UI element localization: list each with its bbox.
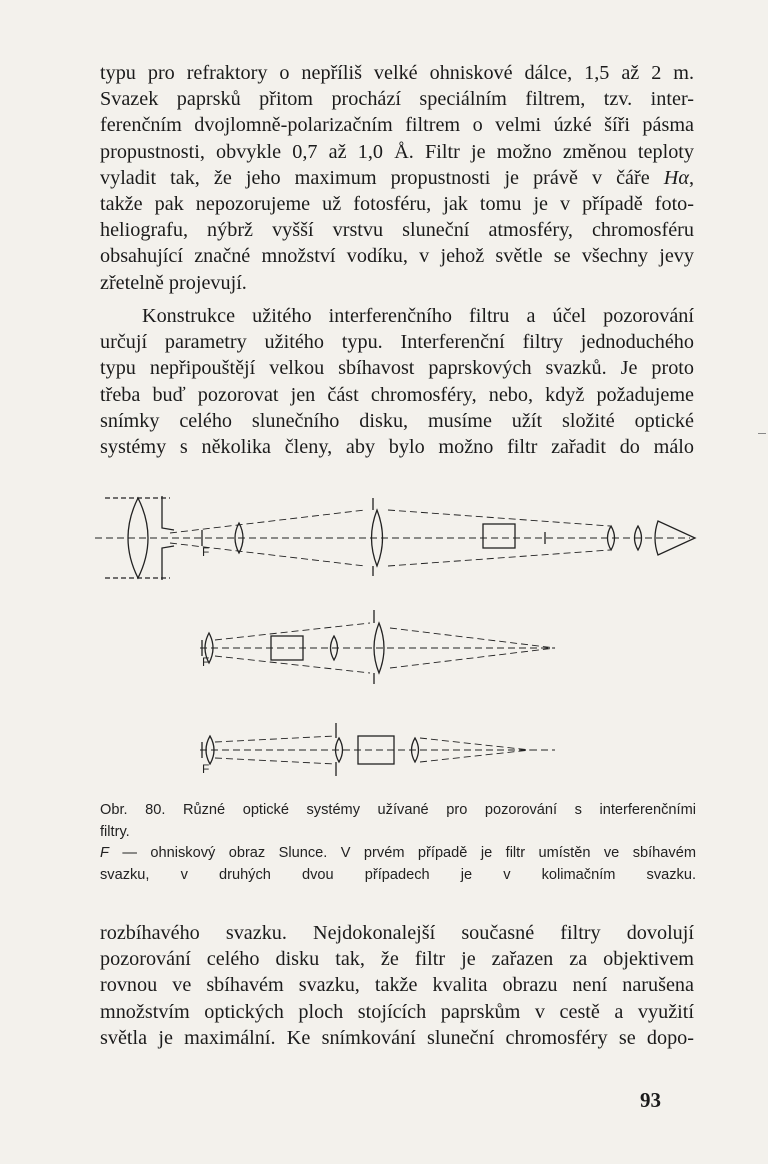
optical-systems-figure: [90, 488, 710, 788]
text-line: světla je maximální. Ke snímkování sluneční chromosféry se dopo-: [100, 1026, 694, 1049]
text-line: heliografu, nýbrž vyšší vrstvu sluneční atmosféry, chromosféru: [100, 219, 694, 242]
page-number: 93: [640, 1088, 661, 1112]
text-line: Svazek paprsků přitom prochází speciálním filtrem, tzv. inter-: [100, 88, 694, 111]
text-line: vyladit tak, že jeho maximum propustnosti je právě v čáře Hα,: [100, 166, 694, 189]
text-line: rovnou ve sbíhavém svazku, takže kvalita obrazu není narušena: [100, 974, 694, 997]
text-line: pozorování celého disku tak, že filtr je zařazen za objektivem: [100, 948, 694, 971]
text-line: snímky celého slunečního disku, musíme užít složité optické: [100, 409, 694, 432]
text-line: systémy s několika členy, aby bylo možno filtr zařadit do málo: [100, 436, 694, 459]
filter-2: [271, 636, 303, 660]
text-line: určují parametry užitého typu. Interferenční filtry jednoduchého: [100, 331, 694, 354]
text-line: typu pro refraktory o nepříliš velké ohniskové dálce, 1,5 až 2 m.: [100, 62, 694, 84]
text-line: typu nepřipouštějí velkou sbíhavost paprskových svazků. Je proto: [100, 357, 694, 380]
caption-line: Obr. 80. Různé optické systémy užívané pro pozorování s interferenčními: [100, 802, 696, 818]
text-line: takže pak nepozorujeme už fotosféru, jak tomu je v případě foto-: [100, 193, 694, 216]
caption-line: svazku, v druhých dvou případech je v kolimačním svazku.: [100, 866, 696, 883]
text-line: Konstrukce užitého interferenčního filtru a účel pozorování: [142, 305, 694, 327]
text-line: zřetelně projevují.: [100, 271, 247, 294]
focal-label-2: F: [202, 655, 210, 669]
text-line: třeba buď pozorovat jen část chromosféry, nebo, když požadujeme: [100, 383, 694, 406]
h-alpha-symbol: Hα: [663, 166, 689, 189]
text-line: obsahující značné množství vodíku, v jehož světle se všechny jevy: [100, 245, 694, 268]
paragraph-1: [100, 60, 694, 296]
margin-mark: [758, 433, 766, 434]
text-line: propustnosti, obvykle 0,7 až 1,0 Å. Filtr je možno změnou teploty: [100, 140, 694, 163]
paragraph-3: [100, 920, 694, 1051]
text-line: rozbíhavého svazku. Nejdokonalejší současné filtry dovolují: [100, 922, 694, 944]
figure-caption: [100, 800, 696, 886]
filter-1: [483, 524, 515, 548]
focal-label-3: F: [202, 762, 210, 776]
text-line: množstvím optických ploch stojících paprskům v cestě a využití: [100, 1000, 694, 1023]
caption-line: F — ohniskový obraz Slunce. V prvém případě je filtr umístěn ve sbíhavém: [100, 845, 696, 861]
focal-label-1: F: [202, 545, 210, 559]
caption-line: filtry.: [100, 823, 130, 840]
text-line: ferenčním dvojlomně-polarizačním filtrem o velmi úzké šíři pásma: [100, 114, 694, 137]
paragraph-2: [100, 303, 694, 460]
